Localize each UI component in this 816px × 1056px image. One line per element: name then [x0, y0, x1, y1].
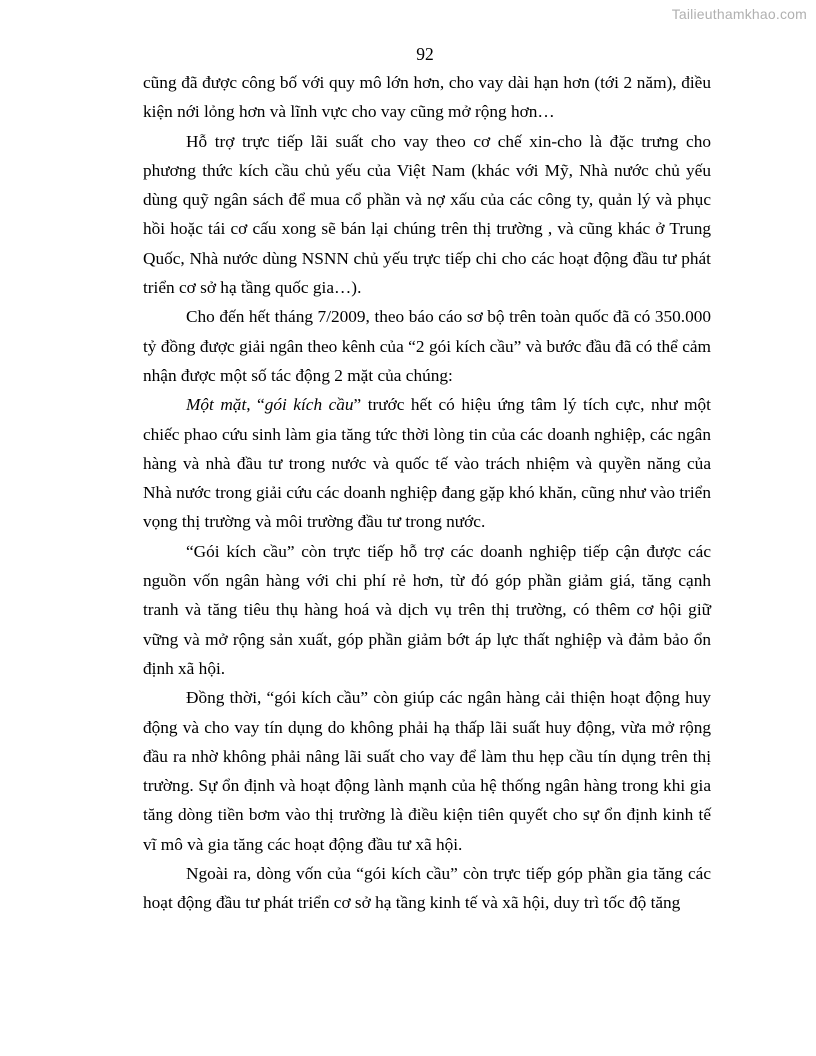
paragraph-4-rest: ” trước hết có hiệu ứng tâm lý tích cực, như một chiếc phao cứu sinh làm gia tăng tức thời lòng tin của các doanh nghiệp, các ngân hàng và nhà đầu tư trong nước và quốc tế vào trách nhiệm và quyền năng của Nhà nước trong giải cứu các doanh nghiệp đang gặp khó khăn, cũng như vào triển vọng thị trường và môi trường đầu tư trong nước. [143, 395, 711, 532]
watermark-text: Tailieuthamkhao.com [671, 6, 807, 22]
paragraph-5: “Gói kích cầu” còn trực tiếp hỗ trợ các doanh nghiệp tiếp cận được các nguồn vốn ngân hàng với chi phí rẻ hơn, từ đó góp phần giảm giá, tăng cạnh tranh và tăng tiêu thụ hàng hoá và dịch vụ trên thị trường, có thêm cơ hội giữ vững và mở rộng sản xuất, góp phần giảm bớt áp lực thất nghiệp và đảm bảo ổn định xã hội. [143, 541, 711, 678]
italic-term: gói kích cầu [264, 395, 354, 415]
lead-separator: , “ [246, 395, 265, 415]
document-body [143, 68, 711, 918]
paragraph-4 [143, 390, 711, 536]
paragraph-1: cũng đã được công bố với quy mô lớn hơn, cho vay dài hạn hơn (tới 2 năm), điều kiện nới lỏng hơn và lĩnh vực cho vay cũng mở rộng hơn… [143, 73, 711, 122]
paragraph-6: Đồng thời, “gói kích cầu” còn giúp các ngân hàng cải thiện hoạt động huy động và cho vay tín dụng do không phải hạ thấp lãi suất huy động, vừa mở rộng đầu ra nhờ không phải nâng lãi suất cho vay để làm thu hẹp cầu tín dụng trên thị trường. Sự ổn định và hoạt động lành mạnh của hệ thống ngân hàng trong khi gia tăng dòng tiền bơm vào thị trường là điều kiện tiên quyết cho sự ổn định kinh tế vĩ mô và gia tăng các hoạt động đầu tư xã hội. [143, 688, 711, 854]
paragraph-3: Cho đến hết tháng 7/2009, theo báo cáo sơ bộ trên toàn quốc đã có 350.000 tỷ đồng được giải ngân theo kênh của “2 gói kích cầu” và bước đầu đã có thể cảm nhận được một số tác động 2 mặt của chúng: [143, 307, 711, 385]
page-number: 92 [416, 44, 434, 64]
italic-lead: Một mặt [186, 395, 247, 415]
paragraph-7: Ngoài ra, dòng vốn của “gói kích cầu” còn trực tiếp góp phần gia tăng các hoạt động đầu tư phát triển cơ sở hạ tầng kinh tế và xã hội, duy trì tốc độ tăng [143, 864, 711, 913]
paragraph-2: Hỗ trợ trực tiếp lãi suất cho vay theo cơ chế xin-cho là đặc trưng cho phương thức kích cầu chủ yếu của Việt Nam (khác với Mỹ, Nhà nước chủ yếu dùng quỹ ngân sách để mua cổ phần và nợ xấu của các công ty, quản lý và phục hồi hoặc tái cơ cấu xong sẽ bán lại chúng trên thị trường , và cũng khác ở Trung Quốc, Nhà nước dùng NSNN chủ yếu trực tiếp chi cho các hoạt động đầu tư phát triển cơ sở hạ tầng quốc gia…). [143, 131, 711, 298]
